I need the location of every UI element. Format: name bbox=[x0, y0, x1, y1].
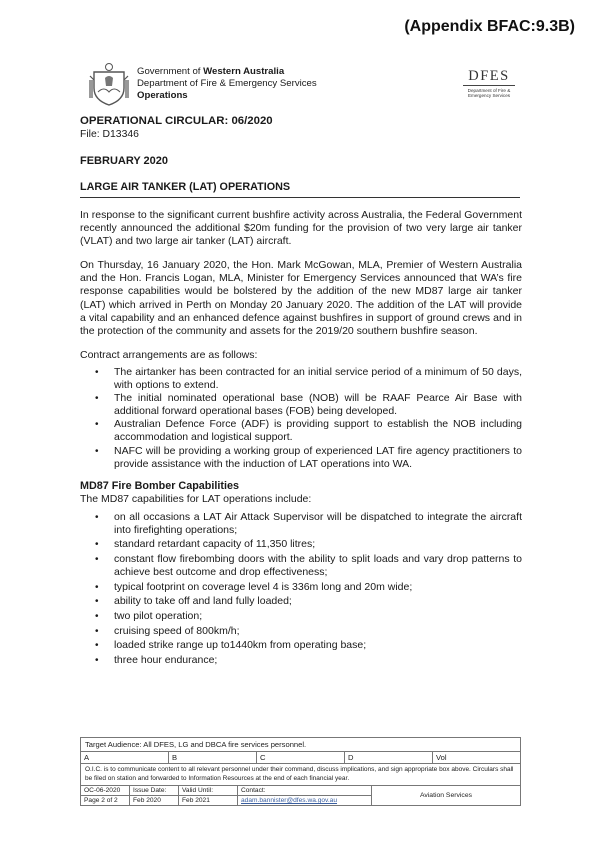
contact-email-link[interactable]: adam.bannister@dfes.wa.gov.au bbox=[241, 797, 338, 805]
list-item: • loaded strike range up to1440km from operating base; bbox=[114, 639, 522, 652]
circular-body bbox=[80, 209, 522, 668]
paragraph-announcement: On Thursday, 16 January 2020, the Hon. Mark McGowan, MLA, Premier of Western Australia and the Hon. Francis Logan, MLA, Minister for Emergency Services announced that WA’s fire response capabilities would be bolstered by the addition of the new MD87 large air tanker (LAT) which arrived in Perth on Monday 20 January 2020. The addition of the LAT will provide a vital capability and an enhanced defence against bushfires in support of ground crews and in the protection of the community and assets for the 2019/20 southern bushfire season. bbox=[80, 259, 522, 337]
dfes-sub-line2: Emergency Services bbox=[467, 93, 511, 98]
list-item: • two pilot operation; bbox=[114, 610, 522, 623]
capabilities-intro: The MD87 capabilities for LAT operations include: bbox=[80, 492, 312, 505]
government-header bbox=[137, 66, 317, 102]
contact-label: Contact: bbox=[238, 786, 371, 796]
circular-month: FEBRUARY 2020 bbox=[80, 155, 169, 167]
distribution-footer bbox=[80, 737, 521, 806]
sign-box-d: D bbox=[345, 752, 433, 763]
contract-list bbox=[80, 366, 522, 471]
circular-subject: LARGE AIR TANKER (LAT) OPERATIONS bbox=[80, 181, 291, 193]
list-item: • standard retardant capacity of 11,350 litres; bbox=[114, 538, 522, 551]
list-item: • Australian Defence Force (ADF) is providing support to establish the NOB including accommodation and logistical support. bbox=[114, 418, 522, 444]
govt-line1-bold: Western Australia bbox=[203, 66, 285, 77]
list-item: • The initial nominated operational base (NOB) will be RAAF Pearce Air Base with additional forward operational bases (FOB) being developed. bbox=[114, 392, 522, 418]
list-item: • cruising speed of 800km/h; bbox=[114, 625, 522, 638]
valid-until-label: Valid Until: bbox=[179, 786, 237, 796]
wa-coat-of-arms-icon bbox=[88, 62, 130, 106]
capabilities-heading: MD87 Fire Bomber Capabilities bbox=[80, 479, 239, 492]
list-item: • ability to take off and land fully loaded; bbox=[114, 595, 522, 608]
issue-date-label: Issue Date: bbox=[130, 786, 178, 796]
list-item: • constant flow firebombing doors with the ability to split loads and vary drop patterns to achieve best outcome and drop effectiveness; bbox=[114, 553, 522, 579]
list-item: • NAFC will be providing a working group of experienced LAT fire agency practitioners to provide assistance with the induction of LAT operations into WA. bbox=[114, 445, 522, 471]
sign-box-c: C bbox=[257, 752, 345, 763]
paragraph-funding: In response to the significant current bushfire activity across Australia, the Federal Government recently announced the additional $20m funding for the provision of two very large air tanker (VLAT) and two large air tanker (LAT) aircraft. bbox=[80, 209, 522, 248]
page-number: Page 2 of 2 bbox=[84, 797, 118, 805]
sign-box-b: B bbox=[169, 752, 257, 763]
department-name: Department of Fire & Emergency Services bbox=[137, 78, 317, 89]
dfes-logo bbox=[459, 68, 519, 98]
list-item: • typical footprint on coverage level 4 is 336m long and 20m wide; bbox=[114, 581, 522, 594]
list-item: • on all occasions a LAT Air Attack Supervisor will be dispatched to integrate the aircraft into firefighting operations; bbox=[114, 511, 522, 537]
circular-ref: OC-06-2020 bbox=[81, 786, 129, 796]
dfes-logo-rule bbox=[463, 85, 515, 86]
sign-box-a: A bbox=[81, 752, 169, 763]
circular-title: OPERATIONAL CIRCULAR: 06/2020 bbox=[80, 115, 273, 127]
dfes-sub-line1: Department of Fire & bbox=[467, 88, 511, 93]
capabilities-list bbox=[80, 511, 522, 667]
subject-underline bbox=[80, 197, 520, 198]
oic-instructions: O.I.C. is to communicate content to all relevant personnel under their command, discuss implications, and sign appropriate box above. Circulars shall be filed on station and forwarded to Information Resources at the end of each financial year. bbox=[85, 766, 514, 782]
issue-date-value: Feb 2020 bbox=[133, 797, 161, 805]
paragraph-contract-intro: Contract arrangements are as follows: bbox=[80, 348, 258, 361]
list-item: • three hour endurance; bbox=[114, 654, 522, 667]
file-number: File: D13346 bbox=[80, 129, 139, 140]
branch-name: Aviation Services bbox=[419, 792, 472, 800]
target-audience: Target Audience: All DFES, LG and DBCA fire services personnel. bbox=[85, 740, 307, 749]
sign-box-vol: Vol bbox=[436, 753, 447, 762]
dfes-mark: DFES bbox=[468, 68, 510, 84]
list-item: • The airtanker has been contracted for an initial service period of a minimum of 50 days, with options to extend. bbox=[114, 366, 522, 392]
appendix-label: (Appendix BFAC:9.3B) bbox=[404, 18, 575, 35]
valid-until-value: Feb 2021 bbox=[182, 797, 210, 805]
division-name: Operations bbox=[137, 90, 188, 101]
govt-line1-prefix: Government of bbox=[137, 66, 204, 77]
